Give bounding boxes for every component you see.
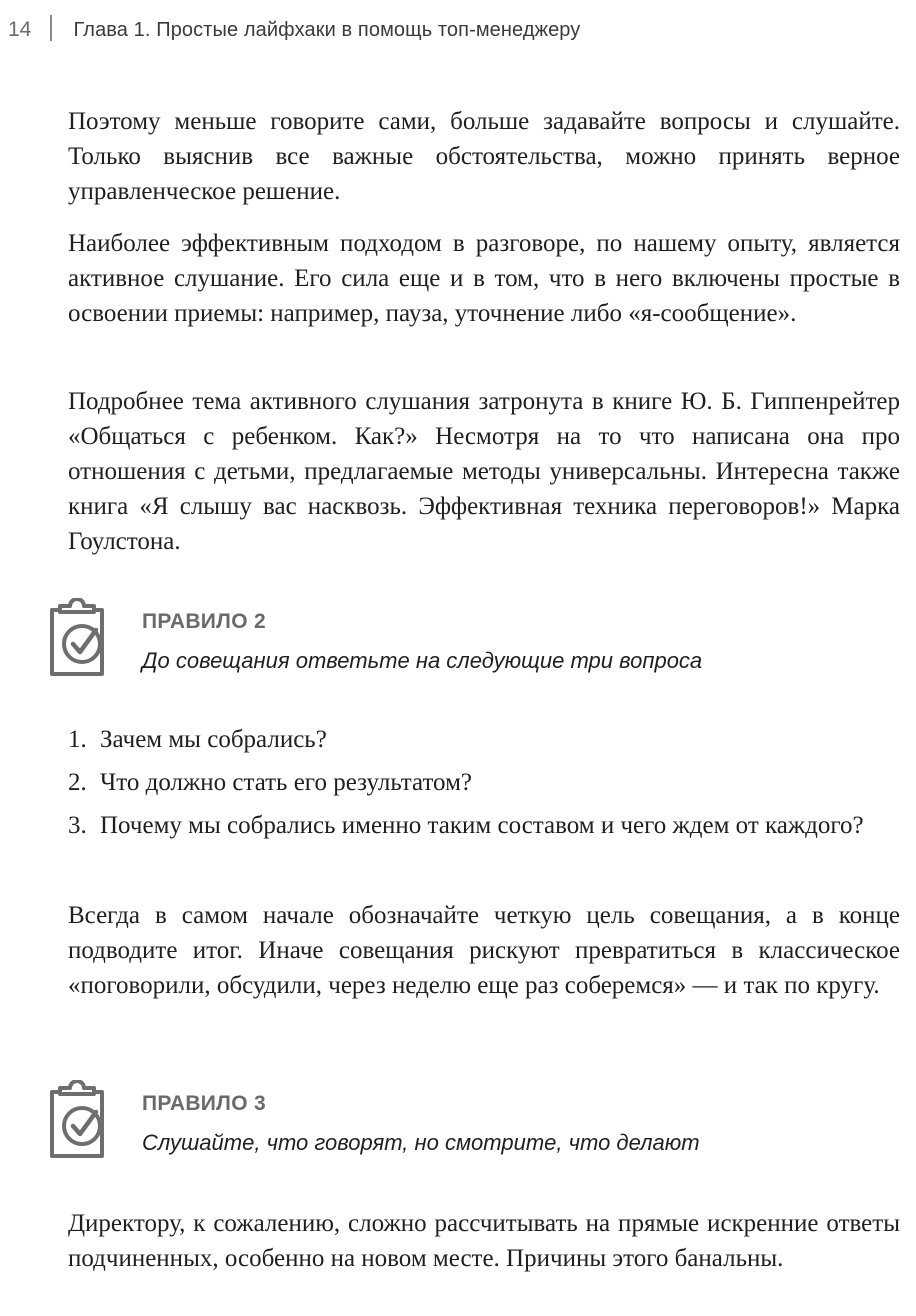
rule-subtitle: До совещания ответьте на следующие три вопроса bbox=[142, 648, 703, 673]
paragraph-text: Поэтому меньше говорите сами, больше задавайте вопросы и слушайте. Только выяснив все важные обстоятельства, можно принять верное управленческое решение. bbox=[68, 108, 900, 205]
rule-3-block bbox=[46, 1080, 896, 1170]
list-item bbox=[68, 765, 900, 800]
running-header bbox=[8, 18, 580, 42]
list-text: Что должно стать его результатом? bbox=[100, 769, 472, 796]
clipboard-check-icon bbox=[46, 1080, 108, 1160]
rule-subtitle: Слушайте, что говорят, но смотрите, что делают bbox=[142, 1130, 700, 1155]
rule-2-block bbox=[46, 598, 896, 688]
page-number: 14 bbox=[8, 18, 32, 41]
paragraph-4 bbox=[68, 898, 900, 1003]
paragraph-text: Наиболее эффективным подходом в разговоре, по нашему опыту, является активное слушание. Его сила еще и в том, что в него включены простые в освоении приемы: например, пауза, уточнение либо «я-сообщение». bbox=[68, 230, 900, 327]
paragraph-3 bbox=[68, 384, 900, 559]
list-text: Зачем мы собрались? bbox=[100, 726, 327, 753]
paragraph-text: Всегда в самом начале обозначайте четкую цель совещания, а в конце подводите итог. Иначе совещания рискуют превратиться в классическое «поговорили, обсудили, через неделю еще раз соберемся» — и так по кругу. bbox=[68, 902, 900, 999]
list-item bbox=[68, 808, 900, 843]
paragraph-2 bbox=[68, 226, 900, 331]
header-divider bbox=[50, 15, 52, 41]
paragraph-text: Подробнее тема активного слушания затронута в книге Ю. Б. Гиппенрейтер «Общаться с ребенком. Как?» Несмотря на то что написана она про отношения с детьми, предлагаемые методы универсальны. Интересна также книга «Я слышу вас насквозь. Эффективная техника переговоров!» Марка Гоулстона. bbox=[68, 388, 900, 555]
paragraph-5 bbox=[68, 1206, 900, 1276]
questions-list bbox=[68, 722, 900, 851]
chapter-title: Глава 1. Простые лайфхаки в помощь топ-менеджеру bbox=[73, 18, 581, 41]
paragraph-1 bbox=[68, 104, 900, 209]
list-text: Почему мы собрались именно таким составом и чего ждем от каждого? bbox=[100, 812, 864, 839]
list-number: 1. bbox=[68, 726, 87, 753]
list-number: 3. bbox=[68, 812, 87, 839]
list-item bbox=[68, 722, 900, 757]
clipboard-check-icon bbox=[46, 598, 108, 678]
list-number: 2. bbox=[68, 769, 87, 796]
rule-title: ПРАВИЛО 2 bbox=[142, 610, 266, 633]
paragraph-text: Директору, к сожалению, сложно рассчитывать на прямые искренние ответы подчиненных, особенно на новом месте. Причины этого банальны. bbox=[68, 1210, 900, 1272]
rule-title: ПРАВИЛО 3 bbox=[142, 1092, 266, 1115]
